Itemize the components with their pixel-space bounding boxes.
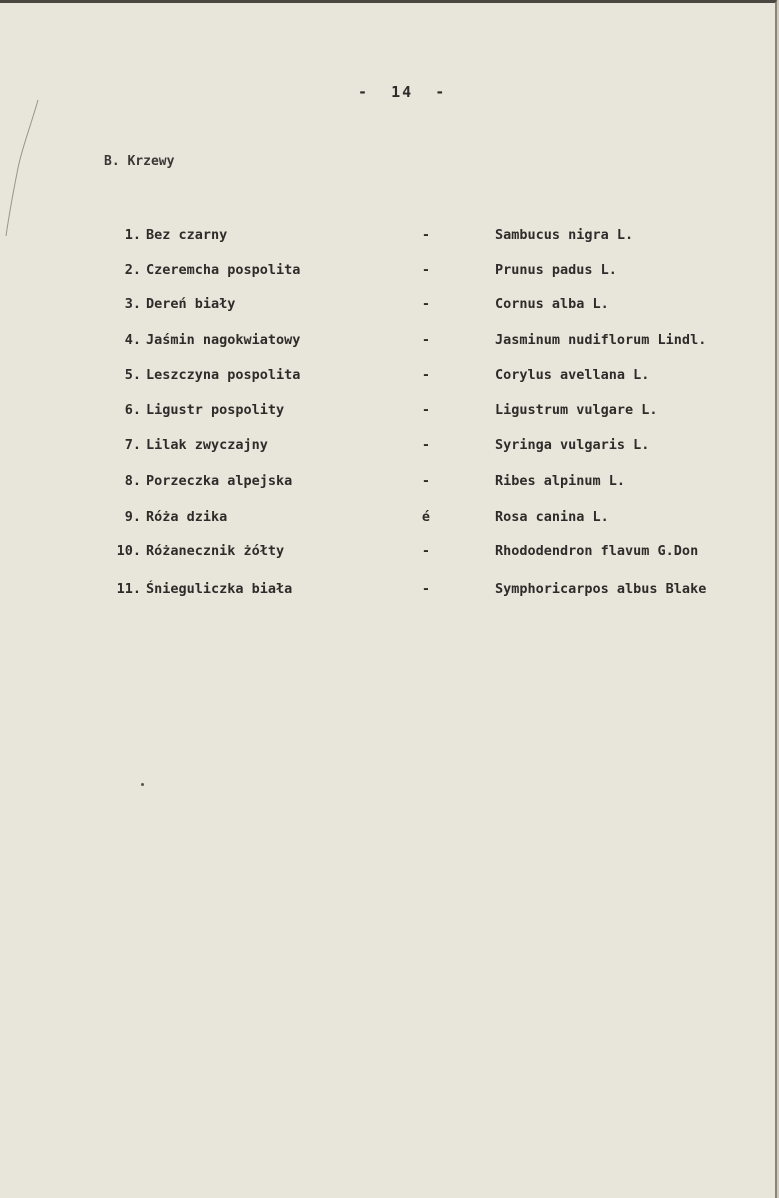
item-number: 3. — [124, 296, 141, 312]
list-item — [0, 225, 779, 245]
item-number: 4. — [124, 332, 141, 348]
list-item — [0, 330, 779, 350]
separator: - — [421, 473, 431, 489]
polish-name: Dereń biały — [146, 296, 236, 312]
separator: - — [421, 367, 431, 383]
polish-name: Różanecznik żółty — [146, 543, 285, 559]
polish-name: Leszczyna pospolita — [146, 367, 301, 383]
list-item — [0, 507, 779, 527]
latin-name: Symphoricarpos albus Blake — [495, 581, 707, 597]
latin-name: Sambucus nigra L. — [495, 227, 634, 243]
page-number: - 14 - — [358, 83, 447, 101]
latin-name: Rosa canina L. — [495, 509, 609, 525]
separator: - — [421, 296, 431, 312]
polish-name: Czeremcha pospolita — [146, 262, 301, 278]
separator: - — [421, 402, 431, 418]
margin-pencil-mark — [0, 98, 40, 238]
ink-speck — [141, 783, 144, 786]
item-number: 6. — [124, 402, 141, 418]
list-item — [0, 471, 779, 491]
list-item — [0, 435, 779, 455]
list-item — [0, 400, 779, 420]
item-number: 5. — [124, 367, 141, 383]
item-number: 9. — [124, 509, 141, 525]
polish-name: Śnieguliczka biała — [146, 581, 293, 597]
separator: - — [421, 581, 431, 597]
item-number: 8. — [124, 473, 141, 489]
section-title: B. Krzewy — [104, 154, 175, 169]
latin-name: Corylus avellana L. — [495, 367, 650, 383]
item-number: 10. — [116, 543, 141, 559]
latin-name: Ligustrum vulgare L. — [495, 402, 658, 418]
item-number: 2. — [124, 262, 141, 278]
item-number: 1. — [124, 227, 141, 243]
polish-name: Ligustr pospolity — [146, 402, 285, 418]
list-item — [0, 365, 779, 385]
polish-name: Jaśmin nagokwiatowy — [146, 332, 301, 348]
latin-name: Cornus alba L. — [495, 296, 609, 312]
separator: - — [421, 543, 431, 559]
separator: - — [421, 262, 431, 278]
list-item — [0, 541, 779, 561]
separator: é — [421, 509, 431, 525]
list-item — [0, 260, 779, 280]
separator: - — [421, 332, 431, 348]
latin-name: Ribes alpinum L. — [495, 473, 626, 489]
latin-name: Rhododendron flavum G.Don — [495, 543, 699, 559]
polish-name: Porzeczka alpejska — [146, 473, 293, 489]
list-item — [0, 294, 779, 314]
polish-name: Bez czarny — [146, 227, 228, 243]
list-item — [0, 579, 779, 599]
item-number: 11. — [116, 581, 141, 597]
polish-name: Róża dzika — [146, 509, 228, 525]
latin-name: Jasminum nudiflorum Lindl. — [495, 332, 707, 348]
item-number: 7. — [124, 437, 141, 453]
separator: - — [421, 437, 431, 453]
latin-name: Syringa vulgaris L. — [495, 437, 650, 453]
separator: - — [421, 227, 431, 243]
polish-name: Lilak zwyczajny — [146, 437, 268, 453]
latin-name: Prunus padus L. — [495, 262, 617, 278]
